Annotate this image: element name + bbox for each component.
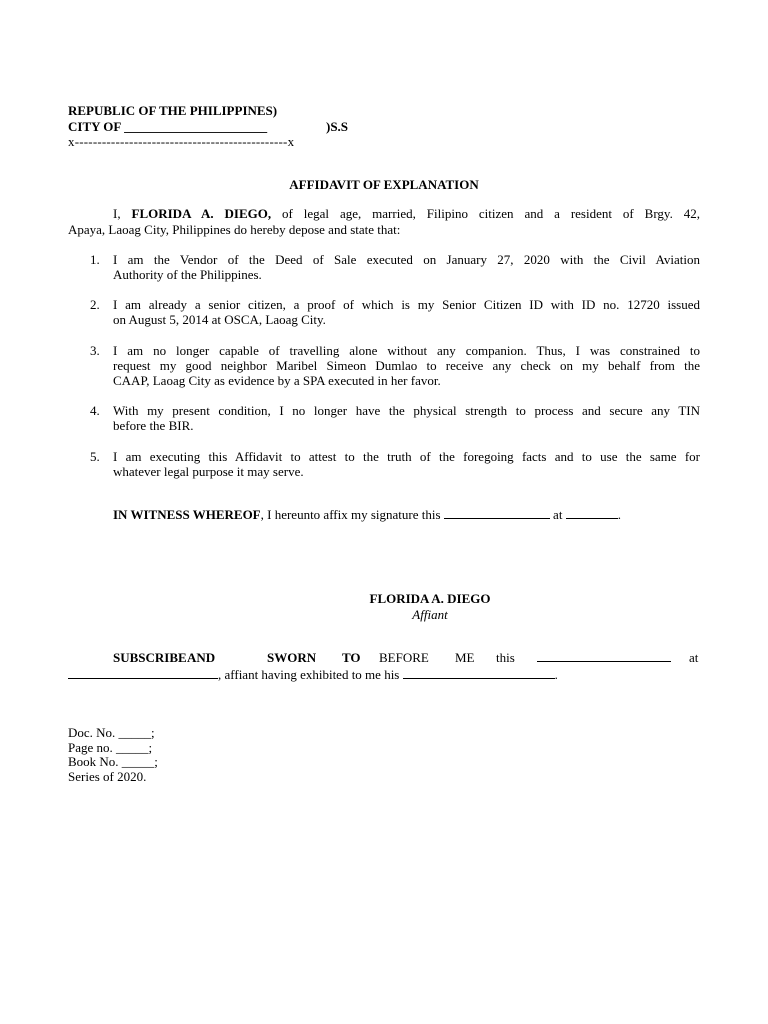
witness-line	[113, 507, 621, 522]
subscribe-word: TO	[342, 650, 361, 665]
subscribe-word: BEFORE	[379, 650, 429, 665]
item-line: CAAP, Laoag City as evidence by a SPA executed in her favor.	[113, 373, 441, 388]
item-number: 1.	[90, 252, 100, 267]
item-line: I am no longer capable of travelling alone without any companion. Thus, I was constrained to	[113, 343, 700, 358]
item-line: whatever legal purpose it may serve.	[113, 464, 304, 479]
item-line: before the BIR.	[113, 418, 194, 433]
place-blank	[566, 507, 618, 519]
item-line: Authority of the Philippines.	[113, 267, 262, 282]
subscribe-line-1	[113, 650, 700, 665]
affiant-name-inline: FLORIDA A. DIEGO,	[131, 206, 272, 221]
book-no: Book No. _____;	[68, 754, 158, 769]
subscribe-at: at	[689, 650, 699, 665]
subscribe-word: ME	[455, 650, 475, 665]
witness-end: .	[617, 507, 621, 522]
intro-line-1	[113, 206, 700, 221]
place-blank	[68, 667, 218, 679]
city-line	[68, 119, 267, 134]
subscribe-end: .	[554, 667, 558, 682]
item-number: 4.	[90, 403, 100, 418]
witness-at: at	[549, 507, 566, 522]
subscribe-text: , affiant having exhibited to me his	[218, 667, 400, 682]
divider-line: x-----------------------------------------------x	[68, 134, 295, 149]
affiant-role: Affiant	[412, 607, 448, 622]
affiant-signature-name: FLORIDA A. DIEGO	[369, 591, 491, 606]
doc-no: Doc. No. _____;	[68, 725, 155, 740]
item-number: 3.	[90, 343, 100, 358]
witness-bold: IN WITNESS WHEREOF	[113, 507, 261, 522]
item-number: 5.	[90, 449, 100, 464]
item-number: 2.	[90, 297, 100, 312]
subscribe-word: SWORN	[267, 650, 317, 665]
item-line: on August 5, 2014 at OSCA, Laoag City.	[113, 312, 326, 327]
intro-rest: of legal age, married, Filipino citizen and a resident of Brgy. 42,	[271, 206, 700, 221]
city-of-label: CITY OF	[68, 119, 121, 134]
id-blank	[403, 667, 555, 679]
date-blank	[444, 507, 550, 519]
intro-line-2: Apaya, Laoag City, Philippines do hereby depose and state that:	[68, 222, 401, 237]
city-blank: ______________________	[124, 119, 268, 134]
republic-heading: REPUBLIC OF THE PHILIPPINES)	[68, 103, 278, 118]
item-line: I am already a senior citizen, a proof of which is my Senior Citizen ID with ID no. 12720 issued	[113, 297, 700, 312]
item-line: request my good neighbor Maribel Simeon Dumlao to receive any check on my behalf from the	[113, 358, 700, 373]
subscribe-word: SUBSCRIBE	[113, 650, 187, 665]
series: Series of 2020.	[68, 769, 147, 784]
subscribe-line-2	[68, 667, 558, 682]
subscribe-word: this	[496, 650, 515, 665]
subscribe-word: AND	[187, 650, 216, 665]
item-line: With my present condition, I no longer have the physical strength to process and secure any TIN	[113, 403, 700, 418]
page-no: Page no. _____;	[68, 740, 153, 755]
intro-prefix: I,	[113, 206, 132, 221]
item-line: I am executing this Affidavit to attest to the truth of the foregoing facts and to use the same for	[113, 449, 700, 464]
subscribe-date-blank	[537, 650, 671, 662]
item-line: I am the Vendor of the Deed of Sale executed on January 27, 2020 with the Civil Aviation	[113, 252, 700, 267]
witness-text: , I hereunto affix my signature this	[260, 507, 441, 522]
ss-label: )S.S	[326, 119, 349, 134]
document-title: AFFIDAVIT OF EXPLANATION	[289, 177, 479, 192]
